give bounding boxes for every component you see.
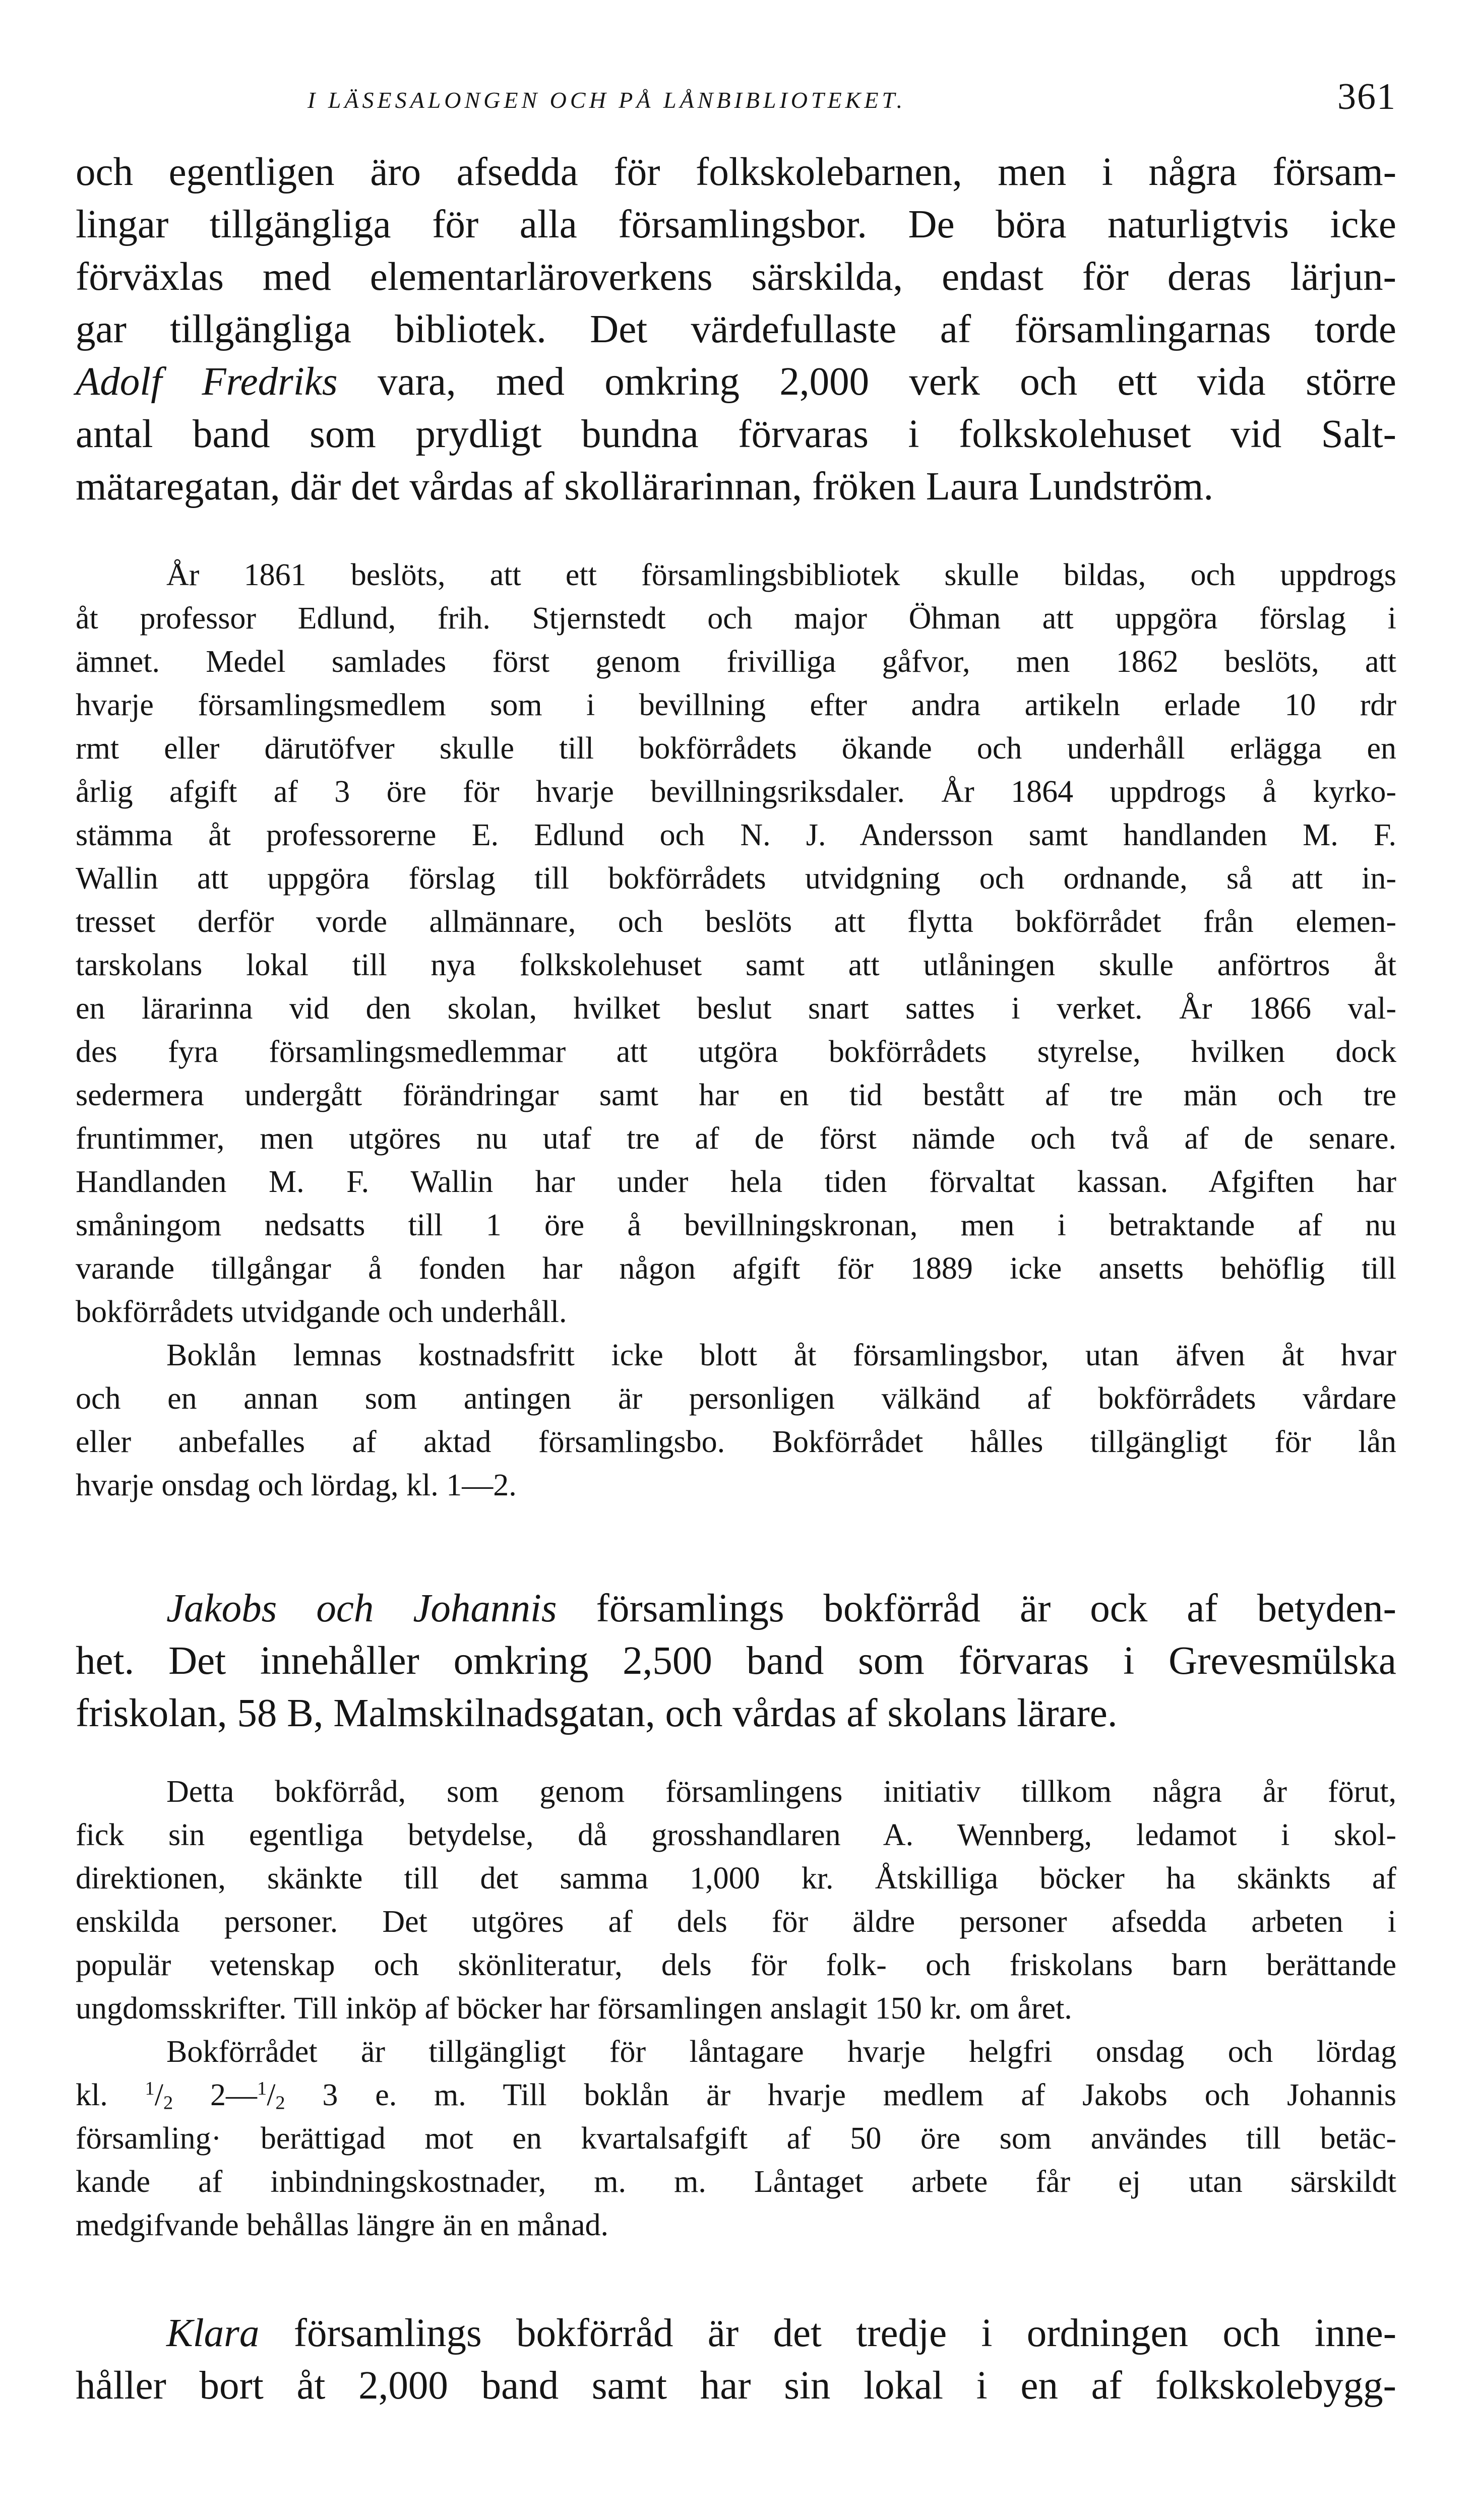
text-line: År 1861 beslöts, att ett församlingsbibliotek skulle bildas, och uppdrogs: [166, 558, 1396, 592]
paragraph-klara: [76, 2307, 1396, 2412]
paragraph-jakobs-johannis: [76, 1583, 1396, 1740]
text-line: eller anbefalles af aktad församlingsbo. Bokförrådet hålles tillgängligt för lån: [76, 1425, 1396, 1459]
text-line: gar tillgängliga bibliotek. Det värdefullaste af församlingarnas torde: [76, 307, 1396, 351]
text-line: hvarje onsdag och lördag, kl. 1—2.: [76, 1468, 517, 1502]
text-line: varande tillgångar å fonden har någon afgift för 1889 icke ansetts behöflig till: [76, 1251, 1396, 1286]
text-line: håller bort åt 2,000 band samt har sin lokal i en af folkskolebygg-: [76, 2364, 1396, 2408]
text-line: rmt eller därutöfver skulle till bokförrådets ökande och underhåll erlägga en: [76, 731, 1396, 766]
text-line: het. Det innehåller omkring 2,500 band som förvaras i Grevesmülska: [76, 1639, 1396, 1683]
text-line: kl. $^1/_2$ $2—^1/_2$ 3 e. m. Till boklån är hvarje medlem af Jakobs och Johannis: [76, 2077, 1396, 2114]
parish-name-jakobs-johannis: Jakobs och Johannis: [166, 1587, 557, 1630]
page-header: [76, 76, 1396, 136]
text-line: Bokförrådet är tillgängligt för låntagare hvarje helgfri onsdag och lördag: [166, 2035, 1396, 2069]
text-line: åt professor Edlund, frih. Stjernstedt och major Öhman att uppgöra förslag i: [76, 601, 1396, 636]
text-line: lingar tillgängliga för alla församlingsbor. De böra naturligtvis icke: [76, 203, 1396, 246]
parish-name-klara: Klara: [166, 2311, 260, 2355]
text-line: ämnet. Medel samlades först genom frivilliga gåfvor, men 1862 beslöts, att: [76, 645, 1396, 679]
text-line: Jakobs och Johannis församlings bokförråd är ock af betyden-: [166, 1587, 1396, 1630]
text-line: hvarje församlingsmedlem som i bevillning efter andra artikeln erlade 10 rdr: [76, 688, 1396, 722]
paragraph-donations: [76, 1770, 1396, 2247]
text-line: Adolf Fredriks vara, med omkring 2,000 verk och ett vida större: [76, 360, 1397, 404]
text-line: och en annan som antingen är personligen välkänd af bokförrådets vårdare: [76, 1381, 1396, 1416]
text-line: en lärarinna vid den skolan, hvilket beslut snart sattes i verket. År 1866 val-: [76, 991, 1396, 1026]
text-line: stämma åt professorerne E. Edlund och N. J. Andersson samt handlanden M. F.: [76, 818, 1396, 852]
page-number: 361: [1337, 76, 1396, 117]
text-line: Wallin att uppgöra förslag till bokförrådets utvidgning och ordnande, så att in-: [76, 861, 1396, 896]
text-line: årlig afgift af 3 öre för hvarje bevillningsriksdaler. År 1864 uppdrogs å kyrko-: [76, 775, 1396, 809]
paragraph-intro: [76, 146, 1396, 513]
text-line: förväxlas med elementarläroverkens särskilda, endast för deras lärjun-: [76, 255, 1396, 299]
text-line: des fyra församlingsmedlemmar att utgöra bokförrådets styrelse, hvilken dock: [76, 1035, 1396, 1069]
text-line: fruntimmer, men utgöres nu utaf tre af de först nämde och två af de senare.: [76, 1121, 1396, 1156]
running-title: I LÄSESALONGEN OCH PÅ LÅNBIBLIOTEKET.: [307, 87, 906, 113]
text-line: bokförrådets utvidgande och underhåll.: [76, 1295, 567, 1329]
text-line: tarskolans lokal till nya folkskolehuset samt att utlåningen skulle anförtros åt: [76, 948, 1396, 982]
text-line: kande af inbindningskostnader, m. m. Låntaget arbete får ej utan särskildt: [76, 2165, 1396, 2199]
text-line: enskilda personer. Det utgöres af dels för äldre personer afsedda arbeten i: [76, 1905, 1396, 1939]
text-line: antal band som prydligt bundna förvaras i folkskolehuset vid Salt-: [76, 412, 1396, 456]
text-line: Detta bokförråd, som genom församlingens initiativ tillkom några år förut,: [166, 1775, 1396, 1809]
text-line: direktionen, skänkte till det samma 1,000 kr. Åtskilliga böcker ha skänkts af: [76, 1861, 1396, 1896]
text-line: tresset derför vorde allmännare, och beslöts att flytta bokförrådet från elemen-: [76, 905, 1396, 939]
text-line: medgifvande behållas längre än en månad.: [76, 2208, 608, 2242]
text-line: friskolan, 58 B, Malmskilnadsgatan, och vårdas af skolans lärare.: [76, 1691, 1118, 1735]
text-line: Boklån lemnas kostnadsfritt icke blott åt församlingsbor, utan äfven åt hvar: [166, 1338, 1396, 1372]
paragraph-history: [76, 553, 1396, 1507]
text-line: och egentligen äro afsedda för folkskolebarnen, men i några försam-: [76, 150, 1396, 194]
text-line: sedermera undergått förändringar samt har en tid bestått af tre män och tre: [76, 1078, 1396, 1112]
text-line: församling· berättigad mot en kvartalsafgift af 50 öre som användes till betäc-: [76, 2121, 1396, 2156]
text-line: Handlanden M. F. Wallin har under hela tiden förvaltat kassan. Afgiften har: [76, 1165, 1396, 1199]
text-line: fick sin egentliga betydelse, då grosshandlaren A. Wennberg, ledamot i skol-: [76, 1818, 1396, 1852]
parish-name-adolf-fredriks: Adolf Fredriks: [76, 360, 338, 404]
text-line: ungdomsskrifter. Till inköp af böcker har församlingen anslagit 150 kr. om året.: [76, 1991, 1072, 2026]
text-line: mätaregatan, där det vårdas af skollärarinnan, fröken Laura Lundström.: [76, 465, 1214, 509]
text-line: populär vetenskap och skönliteratur, dels för folk- och friskolans barn berättande: [76, 1948, 1396, 1982]
text-line: Klara församlings bokförråd är det tredje i ordningen och inne-: [166, 2311, 1397, 2355]
text-line: småningom nedsatts till 1 öre å bevillningskronan, men i betraktande af nu: [76, 1208, 1396, 1242]
